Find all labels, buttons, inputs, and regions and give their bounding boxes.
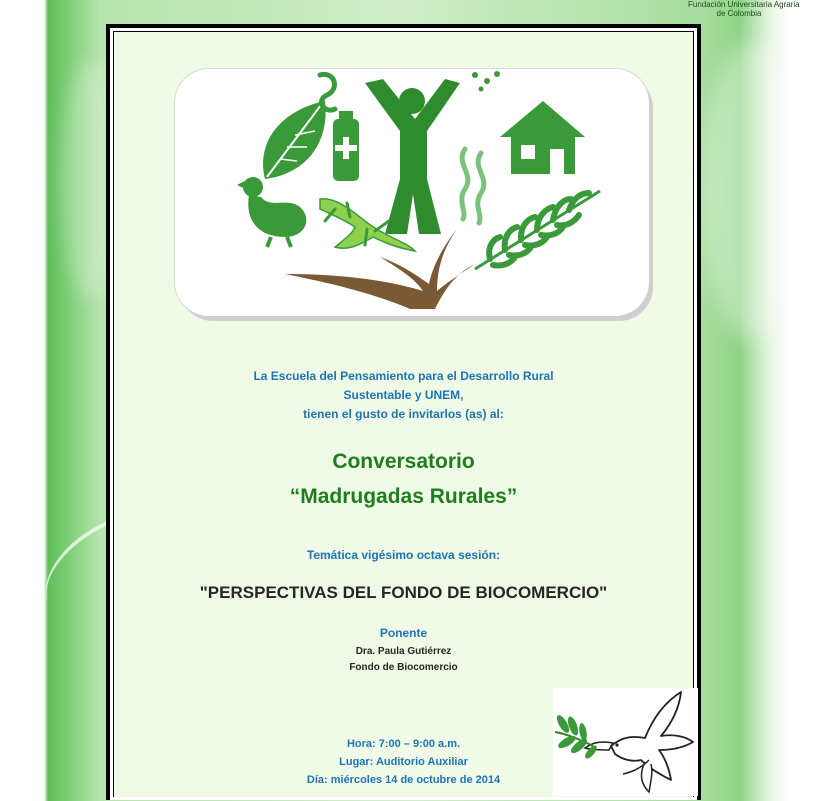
invitation-line-2: Sustentable y UNEM, bbox=[343, 388, 464, 402]
rain-icon bbox=[472, 71, 500, 92]
speaker-organization: Fondo de Biocomercio bbox=[349, 662, 458, 673]
invitation-text bbox=[114, 367, 693, 424]
event-subtitle: “Madrugadas Rurales” bbox=[289, 485, 518, 508]
bottle-icon bbox=[333, 111, 359, 181]
illustration-svg bbox=[175, 69, 649, 316]
university-logo-text bbox=[688, 0, 800, 18]
event-time: Hora: 7:00 – 9:00 a.m. bbox=[346, 738, 461, 750]
event-title: Conversatorio bbox=[332, 450, 475, 473]
invitation-panel bbox=[113, 31, 694, 797]
event-place: Lugar: Auditorio Auxiliar bbox=[339, 756, 468, 768]
speaker-heading: Ponente bbox=[379, 626, 428, 640]
steam-icon bbox=[462, 149, 484, 223]
fern-icon bbox=[475, 191, 600, 269]
human-figure-icon bbox=[365, 79, 460, 234]
leaf-icon bbox=[263, 101, 326, 179]
invitation-line-1: La Escuela del Pensamiento para el Desarrollo Rural bbox=[253, 369, 554, 383]
speaker-name: Dra. Paula Gutiérrez bbox=[355, 646, 452, 657]
background-glow bbox=[700, 40, 810, 340]
house-icon bbox=[500, 101, 585, 174]
logo-line-2: de Colombia bbox=[716, 9, 762, 18]
event-date: Día: miércoles 14 de octubre de 2014 bbox=[306, 774, 501, 786]
rural-environment-illustration bbox=[175, 69, 649, 316]
event-title-block bbox=[114, 444, 693, 514]
session-label: Temática vigésimo octava sesión: bbox=[306, 548, 501, 562]
duck-icon bbox=[237, 177, 306, 247]
invitation-frame bbox=[106, 24, 701, 800]
logo-line-1: Fundación Universitaria Agraria bbox=[688, 0, 800, 9]
speaker-info bbox=[114, 644, 693, 676]
invitation-line-3: tienen el gusto de invitarlos (as) al: bbox=[303, 407, 504, 421]
session-topic: "PERSPECTIVAS DEL FONDO DE BIOCOMERCIO" bbox=[199, 583, 608, 602]
snake-icon bbox=[320, 74, 335, 110]
event-details bbox=[114, 735, 693, 789]
